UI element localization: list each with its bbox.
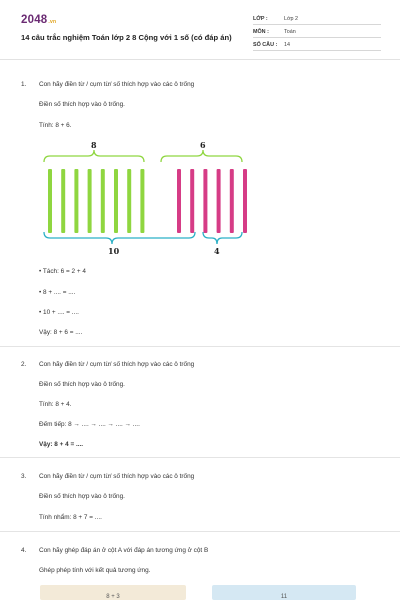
logo-main-text: 2048 [21, 14, 48, 26]
label-eight: 8 [91, 140, 97, 150]
question-expression: Tính: 8 + 6. [39, 122, 72, 129]
question-title: Con hãy điền từ / cụm từ/ số thích hợp vào các ô trống [39, 473, 195, 480]
document-title: 14 câu trắc nghiệm Toán lớp 2 8 Cộng với 1 số (có đáp án) [21, 33, 232, 42]
question-number: 1. [21, 81, 27, 88]
question-instruction: Điền số thích hợp vào ô trống. [39, 101, 125, 108]
match-column-b-item[interactable] [212, 585, 356, 600]
question-step: • 10 + .... = .... [39, 309, 79, 316]
question-step: Đếm tiếp: 8 → .... → .... → .... → .... [39, 421, 140, 428]
brace-bottom-left [44, 232, 195, 244]
match-b-text: 11 [280, 594, 288, 600]
question-instruction: Điền số thích hợp vào ô trống. [39, 381, 125, 388]
green-stick [101, 169, 105, 233]
meta-row-class [253, 14, 381, 25]
green-stick [114, 169, 118, 233]
stick-group [48, 169, 247, 233]
question-instruction: Ghép phép tính với kết quả tương ứng. [39, 567, 151, 574]
green-stick [140, 169, 144, 233]
pink-stick [243, 169, 247, 233]
counting-sticks-figure [40, 142, 250, 262]
label-four: 4 [214, 246, 220, 256]
site-logo[interactable] [21, 14, 56, 26]
sticks-svg [40, 142, 250, 262]
green-stick [127, 169, 131, 233]
green-stick [88, 169, 92, 233]
question-title: Con hãy điền từ / cụm từ/ số thích hợp vào các ô trống [39, 81, 195, 88]
green-stick [74, 169, 78, 233]
question-title: Con hãy điền từ / cụm từ/ số thích hợp vào các ô trống [39, 361, 195, 368]
meta-value: Toán [284, 29, 296, 35]
pink-stick [177, 169, 181, 233]
label-six: 6 [200, 140, 206, 150]
separator [0, 457, 400, 458]
logo-suffix-text: .vn [48, 19, 57, 25]
question-number: 2. [21, 361, 27, 368]
brace-top-left [44, 150, 144, 162]
meta-value: 14 [284, 42, 290, 48]
green-stick [48, 169, 52, 233]
label-ten: 10 [108, 246, 120, 256]
separator [0, 346, 400, 347]
question-title: Con hãy ghép đáp án ở cột A với đáp án tương ứng ở cột B [39, 547, 209, 554]
pink-stick [190, 169, 194, 233]
question-number: 3. [21, 473, 27, 480]
page-header [0, 0, 400, 60]
meta-row-subject [253, 27, 381, 38]
meta-key: SỐ CÂU : [253, 42, 278, 48]
brace-top-right [161, 150, 242, 162]
brace-bottom-right [203, 232, 242, 244]
question-step: • 8 + .... = .... [39, 289, 76, 296]
pink-stick [217, 169, 221, 233]
separator [0, 531, 400, 532]
question-number: 4. [21, 547, 27, 554]
meta-key: MÔN : [253, 29, 269, 35]
meta-row-count [253, 40, 381, 51]
meta-info [253, 14, 381, 53]
meta-key: LỚP : [253, 16, 268, 22]
question-step: • Tách: 6 = 2 + 4 [39, 268, 86, 275]
question-answer-line: Vậy: 8 + 4 = .... [39, 441, 84, 448]
meta-value: Lớp 2 [284, 16, 299, 22]
match-a-text: 8 + 3 [106, 594, 120, 600]
pink-stick [230, 169, 234, 233]
green-stick [61, 169, 65, 233]
pink-stick [203, 169, 207, 233]
question-instruction: Điền số thích hợp vào ô trống. [39, 493, 125, 500]
question-expression: Tính: 8 + 4. [39, 401, 72, 408]
question-expression: Tính nhẩm: 8 + 7 = .... [39, 514, 102, 521]
match-column-a-item[interactable] [40, 585, 186, 600]
question-answer-line: Vậy: 8 + 6 = .... [39, 329, 83, 336]
